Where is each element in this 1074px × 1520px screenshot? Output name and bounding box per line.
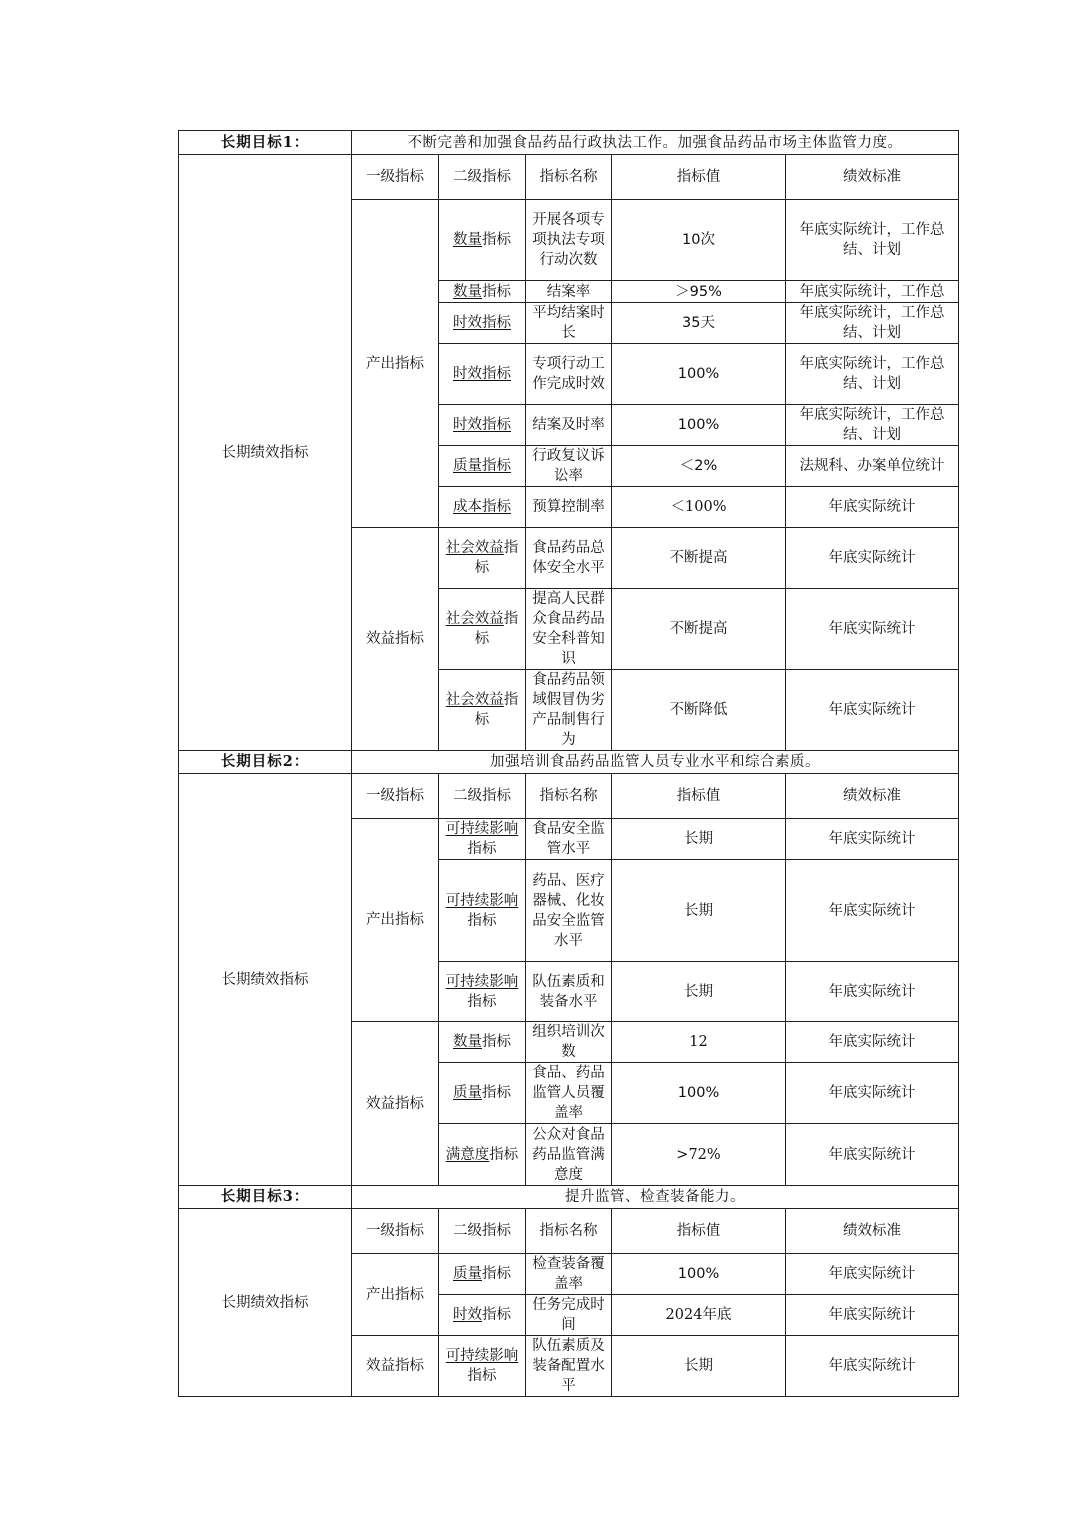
level2-indicator-category: 数量 xyxy=(453,1034,482,1050)
indicator-name: 平均结案时长 xyxy=(526,303,612,344)
level2-indicator xyxy=(439,860,526,962)
level2-indicator-suffix: 指标 xyxy=(482,232,511,248)
level2-indicator xyxy=(439,670,526,751)
goal-text: 不断完善和加强食品药品行政执法工作。加强食品药品市场主体监管力度。 xyxy=(352,131,959,155)
indicator-name: 任务完成时间 xyxy=(526,1295,612,1336)
level1-indicator: 产出指标 xyxy=(352,1254,439,1336)
indicator-name: 提高人民群众食品药品安全科普知识 xyxy=(526,589,612,670)
indicator-name: 药品、医疗器械、化妆品安全监管水平 xyxy=(526,860,612,962)
level2-indicator-suffix: 指标 xyxy=(482,1266,511,1282)
level2-indicator-category: 满意度 xyxy=(445,1146,490,1163)
level1-indicator: 产出指标 xyxy=(352,819,439,1022)
level2-indicator xyxy=(439,589,526,670)
level2-indicator xyxy=(439,1295,526,1336)
header-level1: 一级指标 xyxy=(352,155,439,200)
header-indicator-name: 指标名称 xyxy=(526,1209,612,1254)
indicator-name: 行政复议诉讼率 xyxy=(526,446,612,487)
level2-indicator-category: 质量 xyxy=(453,1085,482,1101)
indicator-name: 组织培训次数 xyxy=(526,1022,612,1063)
performance-standard: 年底实际统计 xyxy=(786,860,959,962)
performance-standard: 年底实际统计，工作总结、计划 xyxy=(786,405,959,446)
indicator-value: 不断提高 xyxy=(612,589,786,670)
level2-indicator xyxy=(439,962,526,1022)
indicator-name: 结案及时率 xyxy=(526,405,612,446)
performance-standard: 年底实际统计 xyxy=(786,1124,959,1186)
indicator-name: 预算控制率 xyxy=(526,487,612,528)
indicator-name: 食品药品总体安全水平 xyxy=(526,528,612,589)
level1-indicator: 产出指标 xyxy=(352,200,439,528)
level1-indicator: 效益指标 xyxy=(352,1022,439,1186)
block-label: 长期绩效指标 xyxy=(179,774,352,1186)
header-standard: 绩效标准 xyxy=(786,1209,959,1254)
level2-indicator xyxy=(439,1336,526,1397)
header-standard: 绩效标准 xyxy=(786,774,959,819)
block-label: 长期绩效指标 xyxy=(179,155,352,751)
indicator-value: 10次 xyxy=(612,200,786,281)
performance-standard: 年底实际统计，工作总结、计划 xyxy=(786,200,959,281)
indicator-value: 100% xyxy=(612,1063,786,1124)
indicator-value: 长期 xyxy=(612,860,786,962)
level2-indicator-category: 可持续影响 xyxy=(445,892,519,909)
indicator-name: 结案率 xyxy=(526,281,612,303)
level2-indicator-category: 可持续影响 xyxy=(445,1348,519,1364)
level2-indicator-category: 可持续影响 xyxy=(445,821,519,837)
goal-text: 提升监管、检查装备能力。 xyxy=(352,1186,959,1209)
header-indicator-value: 指标值 xyxy=(612,1209,786,1254)
level2-indicator-category: 社会效益 xyxy=(445,611,504,627)
indicator-value: ＞95% xyxy=(612,281,786,303)
level2-indicator-suffix: 指标 xyxy=(482,1307,511,1323)
level2-indicator xyxy=(439,303,526,344)
performance-table-body xyxy=(179,131,959,1397)
indicator-value: >72% xyxy=(612,1124,786,1186)
level2-indicator-category: 可持续影响 xyxy=(445,973,519,990)
header-row xyxy=(179,155,959,200)
level2-indicator-category: 时效指标 xyxy=(453,417,511,433)
indicator-value: 不断提高 xyxy=(612,528,786,589)
level2-indicator-suffix: 指标 xyxy=(467,841,497,857)
indicator-value: 12 xyxy=(612,1022,786,1063)
level2-indicator-suffix: 指标 xyxy=(482,1085,511,1101)
level2-indicator-suffix: 指标 xyxy=(474,692,519,728)
level2-indicator xyxy=(439,1124,526,1186)
goal-text: 加强培训食品药品监管人员专业水平和综合素质。 xyxy=(352,751,959,774)
performance-standard: 年底实际统计 xyxy=(786,1336,959,1397)
level2-indicator xyxy=(439,1063,526,1124)
performance-standard: 年底实际统计 xyxy=(786,1063,959,1124)
indicator-value: 2024年底 xyxy=(612,1295,786,1336)
performance-standard: 年底实际统计 xyxy=(786,1022,959,1063)
indicator-name: 食品安全监管水平 xyxy=(526,819,612,860)
indicator-name: 队伍素质和装备水平 xyxy=(526,962,612,1022)
indicator-value: 长期 xyxy=(612,962,786,1022)
indicator-value: 100% xyxy=(612,1254,786,1295)
indicator-value: 长期 xyxy=(612,819,786,860)
level2-indicator xyxy=(439,487,526,528)
goal-label: 长期目标3： xyxy=(179,1186,352,1209)
indicator-name: 队伍素质及装备配置水平 xyxy=(526,1336,612,1397)
indicator-value: 不断降低 xyxy=(612,670,786,751)
level1-indicator: 效益指标 xyxy=(352,528,439,751)
level1-indicator: 效益指标 xyxy=(352,1336,439,1397)
goal-row xyxy=(179,131,959,155)
indicator-name: 食品药品领域假冒伪劣产品制售行为 xyxy=(526,670,612,751)
goal-row xyxy=(179,751,959,774)
level2-indicator-category: 社会效益 xyxy=(445,540,504,556)
performance-standard: 年底实际统计 xyxy=(786,528,959,589)
indicator-value: 35天 xyxy=(612,303,786,344)
level2-indicator-suffix: 指标 xyxy=(474,611,519,647)
indicator-name: 开展各项专项执法专项行动次数 xyxy=(526,200,612,281)
level2-indicator-category: 时效指标 xyxy=(453,315,511,331)
level2-indicator-category: 成本指标 xyxy=(453,499,511,515)
level2-indicator-suffix: 指标 xyxy=(467,1368,497,1384)
level2-indicator-category: 社会效益 xyxy=(445,692,504,708)
level2-indicator xyxy=(439,1022,526,1063)
level2-indicator-category: 质量指标 xyxy=(453,458,511,474)
performance-standard: 年底实际统计 xyxy=(786,819,959,860)
level2-indicator-suffix: 指标 xyxy=(482,1034,511,1050)
indicator-value: 100% xyxy=(612,405,786,446)
level2-indicator-suffix: 指标 xyxy=(467,993,497,1010)
level2-indicator xyxy=(439,528,526,589)
level2-indicator-suffix: 指标 xyxy=(467,912,497,929)
level2-indicator-category: 数量 xyxy=(453,232,482,248)
indicator-value: ＜100% xyxy=(612,487,786,528)
indicator-name: 检查装备覆盖率 xyxy=(526,1254,612,1295)
performance-standard: 年底实际统计，工作总结、计划 xyxy=(786,344,959,405)
level2-indicator xyxy=(439,819,526,860)
performance-standard: 年底实际统计，工作总 xyxy=(786,281,959,303)
header-indicator-value: 指标值 xyxy=(612,155,786,200)
level2-indicator xyxy=(439,281,526,303)
indicator-name: 食品、药品监管人员覆盖率 xyxy=(526,1063,612,1124)
performance-standard: 年底实际统计，工作总结、计划 xyxy=(786,303,959,344)
indicator-name: 公众对食品药品监管满意度 xyxy=(526,1124,612,1186)
performance-standard: 年底实际统计 xyxy=(786,670,959,751)
header-level2: 二级指标 xyxy=(439,155,526,200)
indicator-value: 长期 xyxy=(612,1336,786,1397)
performance-standard: 年底实际统计 xyxy=(786,1295,959,1336)
performance-standard: 年底实际统计 xyxy=(786,962,959,1022)
level2-indicator-category: 时效 xyxy=(453,1307,482,1323)
header-level2: 二级指标 xyxy=(439,1209,526,1254)
level2-indicator xyxy=(439,405,526,446)
level2-indicator xyxy=(439,446,526,487)
performance-table-container xyxy=(178,130,958,1397)
level2-indicator-category: 质量 xyxy=(453,1266,482,1282)
indicator-value: 100% xyxy=(612,344,786,405)
header-row xyxy=(179,1209,959,1254)
header-level1: 一级指标 xyxy=(352,1209,439,1254)
header-indicator-value: 指标值 xyxy=(612,774,786,819)
block-label: 长期绩效指标 xyxy=(179,1209,352,1397)
performance-standard: 年底实际统计 xyxy=(786,589,959,670)
header-level2: 二级指标 xyxy=(439,774,526,819)
header-standard: 绩效标准 xyxy=(786,155,959,200)
performance-standard: 年底实际统计 xyxy=(786,1254,959,1295)
goal-label: 长期目标2： xyxy=(179,751,352,774)
header-level1: 一级指标 xyxy=(352,774,439,819)
level2-indicator-suffix: 指标 xyxy=(489,1146,519,1163)
level2-indicator xyxy=(439,1254,526,1295)
level2-indicator xyxy=(439,200,526,281)
header-indicator-name: 指标名称 xyxy=(526,774,612,819)
performance-indicator-table xyxy=(178,130,959,1397)
indicator-name: 专项行动工作完成时效 xyxy=(526,344,612,405)
header-row xyxy=(179,774,959,819)
goal-label: 长期目标1： xyxy=(179,131,352,155)
indicator-value: ＜2% xyxy=(612,446,786,487)
performance-standard: 年底实际统计 xyxy=(786,487,959,528)
level2-indicator-suffix: 指标 xyxy=(482,283,511,300)
level2-indicator-category: 时效指标 xyxy=(453,366,511,382)
level2-indicator xyxy=(439,344,526,405)
performance-standard: 法规科、办案单位统计 xyxy=(786,446,959,487)
header-indicator-name: 指标名称 xyxy=(526,155,612,200)
level2-indicator-category: 数量 xyxy=(453,283,482,300)
level2-indicator-suffix: 指标 xyxy=(474,540,519,576)
goal-row xyxy=(179,1186,959,1209)
